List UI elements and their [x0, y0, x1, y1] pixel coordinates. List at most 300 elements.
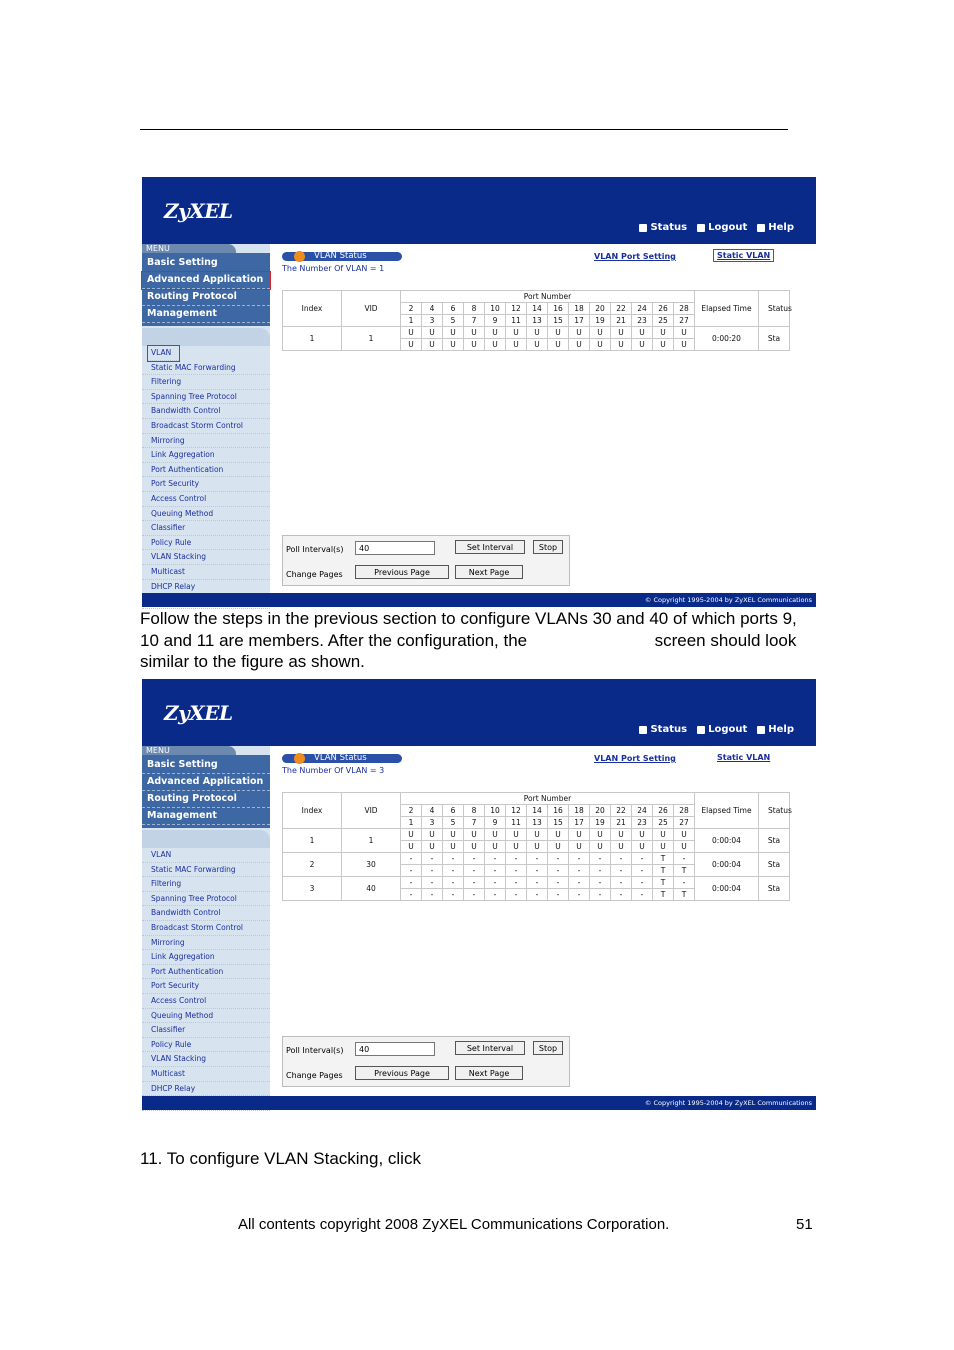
main-menu-item[interactable]: Routing Protocol — [142, 791, 270, 808]
sub-menu-item[interactable]: Mirroring — [142, 936, 270, 951]
page-number: 51 — [796, 1216, 813, 1233]
logout-link[interactable]: Logout — [697, 222, 747, 233]
set-interval-button[interactable]: Set Interval — [455, 540, 525, 554]
port-header-even: 16 — [548, 805, 569, 817]
port-cell: U — [653, 339, 674, 351]
port-cell: - — [611, 889, 632, 901]
port-header-even: 10 — [485, 805, 506, 817]
port-cell: - — [569, 889, 590, 901]
row-elapsed: 0:00:20 — [695, 327, 759, 351]
port-header-odd: 19 — [590, 315, 611, 327]
poll-interval-label: Poll Interval(s) — [286, 545, 344, 554]
help-link[interactable]: Help — [757, 222, 794, 233]
sub-menu-item[interactable]: Bandwidth Control — [142, 404, 270, 419]
port-cell: - — [632, 865, 653, 877]
port-cell: - — [527, 877, 548, 889]
port-cell: U — [506, 327, 527, 339]
col-elapsed: Elapsed Time — [695, 793, 759, 829]
port-cell: U — [422, 327, 443, 339]
sub-menu-item[interactable]: Multicast — [142, 565, 270, 580]
port-header-odd: 15 — [548, 817, 569, 829]
change-pages-label: Change Pages — [286, 570, 343, 579]
port-header-odd: 9 — [485, 817, 506, 829]
port-cell: - — [422, 865, 443, 877]
port-cell: - — [464, 877, 485, 889]
port-cell: - — [569, 865, 590, 877]
menu-divider — [142, 830, 270, 848]
previous-page-button[interactable]: Previous Page — [355, 565, 449, 579]
row-vid: 1 — [342, 829, 401, 853]
port-header-odd: 23 — [632, 817, 653, 829]
sub-menu-item[interactable]: Port Security — [142, 477, 270, 492]
port-cell: U — [548, 327, 569, 339]
port-header-even: 6 — [443, 805, 464, 817]
port-cell: - — [401, 877, 422, 889]
menu-header: MENU — [142, 244, 236, 253]
sub-menu-item[interactable]: Filtering — [142, 375, 270, 390]
port-cell: - — [443, 853, 464, 865]
port-header-odd: 11 — [506, 817, 527, 829]
port-cell: - — [401, 889, 422, 901]
port-header-odd: 11 — [506, 315, 527, 327]
port-header-even: 4 — [422, 303, 443, 315]
row-vid: 1 — [342, 327, 401, 351]
paragraph-text: Follow the steps in the previous section to configure VLANs 30 and 40 of which ports 9, 10 and 11 are members. After the configuration, the — [140, 609, 797, 650]
port-header-even: 4 — [422, 805, 443, 817]
set-interval-button[interactable]: Set Interval — [455, 1041, 525, 1055]
sub-menu-item[interactable]: Broadcast Storm Control — [142, 419, 270, 434]
top-banner — [142, 679, 816, 746]
port-cell: U — [611, 829, 632, 841]
port-cell: - — [569, 877, 590, 889]
port-cell: - — [401, 865, 422, 877]
sub-menu-item[interactable]: Filtering — [142, 877, 270, 892]
port-header-even: 12 — [506, 303, 527, 315]
port-cell: - — [506, 877, 527, 889]
port-cell: - — [506, 853, 527, 865]
port-cell: - — [422, 877, 443, 889]
zyxel-logo: ZyXEL — [164, 199, 233, 223]
sub-menu-item[interactable]: Multicast — [142, 1067, 270, 1082]
col-vid: VID — [342, 793, 401, 829]
col-index: Index — [283, 291, 342, 327]
port-header-even: 8 — [464, 805, 485, 817]
col-status: Status — [759, 291, 790, 327]
port-cell: - — [401, 853, 422, 865]
sub-menu-item[interactable]: Classifier — [142, 1023, 270, 1038]
main-menu-item[interactable]: Basic Setting — [142, 757, 270, 774]
main-menu-item[interactable]: Advanced Application — [142, 272, 270, 289]
sub-menu-item[interactable]: Broadcast Storm Control — [142, 921, 270, 936]
sub-menu-item[interactable]: Access Control — [142, 492, 270, 507]
port-cell: U — [674, 327, 695, 339]
vlan-count: The Number Of VLAN = 1 — [282, 264, 385, 273]
col-elapsed: Elapsed Time — [695, 291, 759, 327]
port-header-odd: 27 — [674, 315, 695, 327]
page-title: VLAN Status — [282, 252, 402, 261]
port-cell: U — [674, 829, 695, 841]
port-cell: - — [443, 865, 464, 877]
stop-button[interactable]: Stop — [533, 540, 563, 554]
port-cell: - — [443, 877, 464, 889]
port-header-even: 16 — [548, 303, 569, 315]
port-header-odd: 13 — [527, 315, 548, 327]
port-header-even: 22 — [611, 805, 632, 817]
sub-menu-item[interactable]: Classifier — [142, 521, 270, 536]
port-cell: - — [632, 877, 653, 889]
sub-menu-item[interactable]: VLAN — [148, 346, 179, 361]
port-cell: - — [422, 889, 443, 901]
sidebar-menu — [142, 746, 270, 1096]
row-index: 1 — [283, 327, 342, 351]
poll-panel — [282, 1036, 570, 1087]
port-header-odd: 21 — [611, 315, 632, 327]
help-icon — [757, 726, 765, 734]
port-cell: U — [590, 339, 611, 351]
port-cell: U — [443, 327, 464, 339]
row-index: 2 — [283, 853, 342, 877]
port-cell: - — [611, 865, 632, 877]
step-11-text: 11. To configure VLAN Stacking, click — [140, 1149, 421, 1168]
port-header-even: 24 — [632, 303, 653, 315]
port-cell: - — [464, 889, 485, 901]
port-cell: - — [590, 889, 611, 901]
port-cell: T — [653, 853, 674, 865]
sub-menu — [142, 346, 270, 609]
help-icon — [757, 224, 765, 232]
port-cell: - — [548, 865, 569, 877]
stop-button[interactable]: Stop — [533, 1041, 563, 1055]
static-vlan-link[interactable]: Static VLAN — [717, 753, 771, 762]
port-cell: U — [485, 829, 506, 841]
port-header-even: 2 — [401, 303, 422, 315]
port-header-odd: 27 — [674, 817, 695, 829]
port-header-even: 12 — [506, 805, 527, 817]
port-cell: U — [674, 339, 695, 351]
port-cell: U — [548, 829, 569, 841]
port-header-odd: 1 — [401, 817, 422, 829]
zyxel-logo: ZyXEL — [164, 701, 233, 725]
port-cell: U — [485, 841, 506, 853]
row-index: 3 — [283, 877, 342, 901]
port-header-even: 8 — [464, 303, 485, 315]
port-cell: - — [506, 889, 527, 901]
sub-menu-item[interactable]: Policy Rule — [142, 1038, 270, 1053]
col-status: Status — [759, 793, 790, 829]
port-cell: U — [527, 841, 548, 853]
port-cell: U — [569, 841, 590, 853]
port-cell: U — [443, 841, 464, 853]
port-cell: - — [485, 889, 506, 901]
port-cell: - — [632, 889, 653, 901]
port-cell: U — [611, 841, 632, 853]
next-page-button[interactable]: Next Page — [455, 565, 523, 579]
port-cell: - — [464, 853, 485, 865]
port-cell: U — [527, 327, 548, 339]
poll-interval-label: Poll Interval(s) — [286, 1046, 344, 1055]
row-elapsed: 0:00:04 — [695, 829, 759, 853]
port-cell: - — [485, 877, 506, 889]
port-cell: - — [527, 889, 548, 901]
port-header-even: 20 — [590, 303, 611, 315]
sub-menu — [142, 848, 270, 1111]
main-menu-item[interactable]: Basic Setting — [142, 255, 270, 272]
change-pages-label: Change Pages — [286, 1071, 343, 1080]
port-cell: - — [674, 853, 695, 865]
sub-menu-item[interactable]: VLAN Stacking — [142, 550, 270, 565]
row-status: Sta — [759, 327, 790, 351]
port-cell: U — [443, 829, 464, 841]
main-menu-item[interactable]: Advanced Application — [142, 774, 270, 791]
row-status: Sta — [759, 877, 790, 901]
port-cell: U — [527, 829, 548, 841]
sub-menu-item[interactable]: Access Control — [142, 994, 270, 1009]
port-cell: U — [632, 327, 653, 339]
logout-icon — [697, 224, 705, 232]
row-status: Sta — [759, 853, 790, 877]
port-cell: U — [611, 339, 632, 351]
port-cell: - — [611, 877, 632, 889]
sub-menu-item[interactable]: Static MAC Forwarding — [142, 863, 270, 878]
status-link[interactable]: Status — [639, 724, 687, 735]
row-elapsed: 0:00:04 — [695, 877, 759, 901]
vlan-status-table — [282, 290, 790, 351]
header-rule — [140, 129, 788, 130]
previous-page-button[interactable]: Previous Page — [355, 1066, 449, 1080]
port-header-even: 18 — [569, 303, 590, 315]
port-header-odd: 13 — [527, 817, 548, 829]
sub-menu-item[interactable]: VLAN Stacking — [142, 1052, 270, 1067]
port-header-odd: 25 — [653, 817, 674, 829]
port-cell: U — [653, 829, 674, 841]
sub-menu-item[interactable]: Spanning Tree Protocol — [142, 892, 270, 907]
port-cell: - — [443, 889, 464, 901]
sub-menu-item[interactable]: Bandwidth Control — [142, 906, 270, 921]
port-header-even: 20 — [590, 805, 611, 817]
status-icon — [639, 726, 647, 734]
port-header-even: 24 — [632, 805, 653, 817]
main-menu — [142, 755, 270, 828]
port-cell: U — [422, 339, 443, 351]
port-cell: U — [422, 841, 443, 853]
vlan-status-screenshot-1 — [142, 177, 816, 607]
logout-link[interactable]: Logout — [697, 724, 747, 735]
footer-copyright: All contents copyright 2008 ZyXEL Communications Corporation. — [238, 1216, 670, 1233]
port-cell: U — [506, 339, 527, 351]
port-cell: - — [527, 853, 548, 865]
main-menu-item[interactable]: Management — [142, 306, 270, 323]
port-cell: - — [569, 853, 590, 865]
port-cell: - — [548, 889, 569, 901]
sub-menu-item[interactable]: DHCP Relay — [142, 580, 270, 595]
port-header-even: 6 — [443, 303, 464, 315]
paragraph-text-end: screen should look similar to the figure as shown. — [140, 630, 797, 671]
port-cell: U — [632, 841, 653, 853]
status-link[interactable]: Status — [639, 222, 687, 233]
port-cell: - — [674, 877, 695, 889]
sub-menu-item[interactable]: Link Aggregation — [142, 448, 270, 463]
row-index: 1 — [283, 829, 342, 853]
port-cell: - — [590, 853, 611, 865]
main-menu-item[interactable]: Management — [142, 808, 270, 825]
port-cell: U — [569, 829, 590, 841]
port-header-odd: 5 — [443, 315, 464, 327]
port-cell: - — [590, 877, 611, 889]
port-cell: - — [548, 853, 569, 865]
body-paragraph — [140, 608, 816, 673]
port-cell: U — [443, 339, 464, 351]
main-menu-item[interactable]: Routing Protocol — [142, 289, 270, 306]
top-banner — [142, 177, 816, 244]
port-header-odd: 21 — [611, 817, 632, 829]
port-header-odd: 5 — [443, 817, 464, 829]
static-vlan-link[interactable]: Static VLAN — [714, 250, 773, 261]
port-cell: U — [485, 327, 506, 339]
port-cell: - — [422, 853, 443, 865]
port-header-odd: 3 — [422, 817, 443, 829]
port-cell: U — [674, 841, 695, 853]
port-header-odd: 23 — [632, 315, 653, 327]
poll-interval-input[interactable]: 40 — [355, 541, 435, 555]
menu-divider — [142, 328, 270, 346]
port-header-even: 26 — [653, 303, 674, 315]
port-cell: T — [674, 865, 695, 877]
port-header-even: 22 — [611, 303, 632, 315]
port-header-even: 28 — [674, 303, 695, 315]
row-elapsed: 0:00:04 — [695, 853, 759, 877]
port-header-odd: 17 — [569, 817, 590, 829]
port-cell: U — [464, 339, 485, 351]
sidebar-menu — [142, 244, 270, 593]
port-cell: U — [653, 841, 674, 853]
help-link[interactable]: Help — [757, 724, 794, 735]
port-cell: U — [611, 327, 632, 339]
sub-menu-item[interactable]: DHCP Relay — [142, 1082, 270, 1097]
port-header-odd: 7 — [464, 817, 485, 829]
vlan-status-table — [282, 792, 790, 901]
port-header-even: 18 — [569, 805, 590, 817]
main-menu — [142, 253, 270, 326]
port-header-odd: 3 — [422, 315, 443, 327]
sub-menu-item[interactable]: Queuing Method — [142, 507, 270, 522]
port-cell: U — [422, 829, 443, 841]
row-vid: 40 — [342, 877, 401, 901]
port-cell: - — [590, 865, 611, 877]
port-cell: T — [653, 877, 674, 889]
port-cell: U — [590, 841, 611, 853]
vlan-port-setting-link[interactable]: VLAN Port Setting — [594, 252, 676, 261]
page-title: VLAN Status — [282, 754, 402, 763]
port-cell: U — [569, 339, 590, 351]
port-header-odd: 25 — [653, 315, 674, 327]
port-cell: U — [464, 841, 485, 853]
port-cell: - — [464, 865, 485, 877]
sub-menu-item[interactable]: Static MAC Forwarding — [142, 361, 270, 376]
port-header-odd: 19 — [590, 817, 611, 829]
col-port-number: Port Number — [401, 793, 695, 805]
port-cell: T — [653, 889, 674, 901]
content-area — [276, 746, 816, 1096]
port-cell: U — [401, 327, 422, 339]
port-cell: U — [401, 829, 422, 841]
row-vid: 30 — [342, 853, 401, 877]
port-header-odd: 1 — [401, 315, 422, 327]
port-cell: U — [401, 841, 422, 853]
vlan-port-setting-link[interactable]: VLAN Port Setting — [594, 754, 676, 763]
row-status: Sta — [759, 829, 790, 853]
port-cell: U — [548, 841, 569, 853]
port-cell: T — [653, 865, 674, 877]
port-header-odd: 17 — [569, 315, 590, 327]
sub-menu-item[interactable]: VLAN — [142, 848, 270, 863]
sub-menu-item[interactable]: Link Aggregation — [142, 950, 270, 965]
port-header-even: 10 — [485, 303, 506, 315]
copyright-bar: © Copyright 1995-2004 by ZyXEL Communications — [142, 1096, 816, 1110]
sub-menu-item[interactable]: Queuing Method — [142, 1009, 270, 1024]
port-header-even: 2 — [401, 805, 422, 817]
port-cell: - — [506, 865, 527, 877]
vlan-status-screenshot-2 — [142, 679, 816, 1110]
sub-menu-item[interactable]: Mirroring — [142, 434, 270, 449]
port-cell: - — [611, 853, 632, 865]
port-cell: U — [485, 339, 506, 351]
col-vid: VID — [342, 291, 401, 327]
poll-interval-input[interactable]: 40 — [355, 1042, 435, 1056]
col-index: Index — [283, 793, 342, 829]
port-cell: U — [464, 829, 485, 841]
port-cell: U — [506, 829, 527, 841]
port-header-even: 14 — [527, 303, 548, 315]
port-header-odd: 9 — [485, 315, 506, 327]
copyright-bar: © Copyright 1995-2004 by ZyXEL Communications — [142, 593, 816, 607]
port-cell: - — [485, 853, 506, 865]
menu-header: MENU — [142, 746, 236, 755]
port-cell: - — [632, 853, 653, 865]
port-cell: - — [548, 877, 569, 889]
port-cell: U — [506, 841, 527, 853]
port-cell: - — [485, 865, 506, 877]
port-cell: T — [674, 889, 695, 901]
port-cell: - — [527, 865, 548, 877]
port-header-even: 14 — [527, 805, 548, 817]
sub-menu-item[interactable]: Port Security — [142, 979, 270, 994]
port-header-even: 26 — [653, 805, 674, 817]
port-header-odd: 7 — [464, 315, 485, 327]
sub-menu-item[interactable]: Port Authentication — [142, 463, 270, 478]
port-cell: U — [632, 829, 653, 841]
port-cell: U — [548, 339, 569, 351]
port-cell: U — [569, 327, 590, 339]
port-cell: U — [653, 327, 674, 339]
sub-menu-item[interactable]: Policy Rule — [142, 536, 270, 551]
vlan-count: The Number Of VLAN = 3 — [282, 766, 385, 775]
port-cell: U — [590, 829, 611, 841]
port-cell: U — [464, 327, 485, 339]
port-cell: U — [401, 339, 422, 351]
col-port-number: Port Number — [401, 291, 695, 303]
content-area — [276, 244, 816, 593]
port-cell: U — [590, 327, 611, 339]
status-icon — [639, 224, 647, 232]
poll-panel — [282, 535, 570, 586]
next-page-button[interactable]: Next Page — [455, 1066, 523, 1080]
sub-menu-item[interactable]: Port Authentication — [142, 965, 270, 980]
logout-icon — [697, 726, 705, 734]
port-cell: U — [632, 339, 653, 351]
port-header-odd: 15 — [548, 315, 569, 327]
port-cell: U — [527, 339, 548, 351]
sub-menu-item[interactable]: Spanning Tree Protocol — [142, 390, 270, 405]
